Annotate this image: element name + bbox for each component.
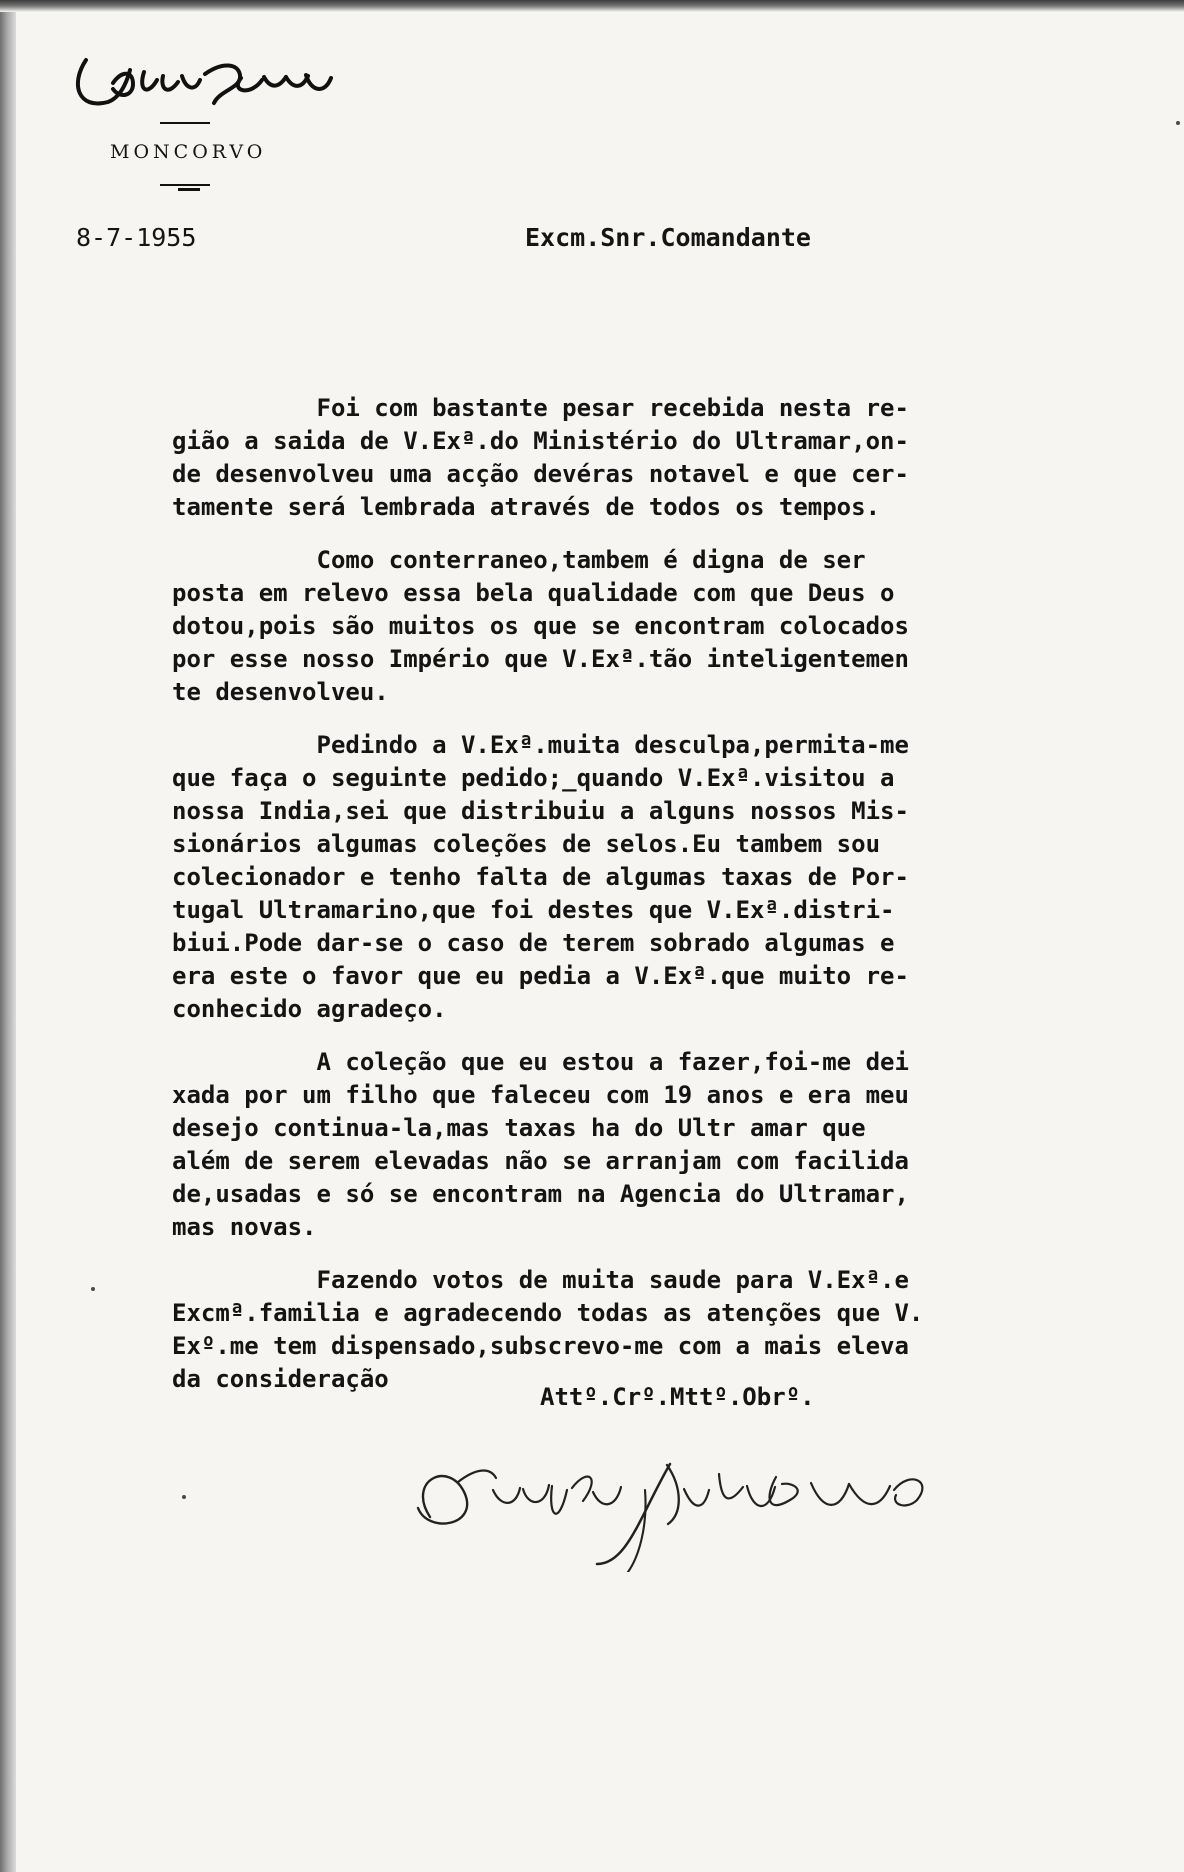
body-line: dotou,pois são muitos os que se encontram colocados bbox=[172, 612, 909, 640]
scan-edge-top bbox=[0, 0, 1184, 12]
body-line: de desenvolveu uma acção devéras notavel e que cer- bbox=[172, 460, 909, 488]
body-line: xada por um filho que faleceu com 19 anos e era meu bbox=[172, 1081, 909, 1109]
letterhead-rule-bottom bbox=[160, 184, 210, 186]
body-line: conhecido agradeço. bbox=[172, 995, 447, 1023]
letter-date: 8-7-1955 bbox=[76, 223, 197, 252]
letterhead-rule-accent bbox=[178, 188, 200, 191]
body-line: A coleção que eu estou a fazer,foi-me dei bbox=[172, 1048, 909, 1076]
body-line: Pedindo a V.Exª.muita desculpa,permita-me bbox=[172, 731, 909, 759]
paper-speck bbox=[1176, 121, 1180, 125]
letterhead-signature-logo bbox=[60, 40, 360, 140]
paragraph-5 bbox=[172, 1264, 1182, 1396]
letterhead bbox=[60, 40, 320, 200]
body-line: era este o favor que eu pedia a V.Exª.que muito re- bbox=[172, 962, 909, 990]
paper-speck bbox=[91, 1287, 95, 1291]
paragraph-4 bbox=[172, 1046, 1182, 1244]
body-line: por esse nosso Império que V.Exª.tão inteligentemen bbox=[172, 645, 909, 673]
paragraph-2 bbox=[172, 544, 1182, 709]
scan-edge-left bbox=[0, 0, 16, 1872]
body-line: que faça o seguinte pedido;_quando V.Exª.visitou a bbox=[172, 764, 895, 792]
letterhead-town: MONCORVO bbox=[110, 141, 267, 163]
body-line: desejo continua-la,mas taxas ha do Ultr amar que bbox=[172, 1114, 866, 1142]
closing-formula: Attº.Crº.Mttº.Obrº. bbox=[540, 1383, 815, 1411]
body-line: mas novas. bbox=[172, 1213, 317, 1241]
letter-salutation: Excm.Snr.Comandante bbox=[525, 223, 811, 252]
body-line: Exº.me tem dispensado,subscrevo-me com a mais eleva bbox=[172, 1332, 909, 1360]
body-line: Excmª.familia e agradecendo todas as atenções que V. bbox=[172, 1299, 924, 1327]
body-line: gião a saida de V.Exª.do Ministério do Ultramar,on- bbox=[172, 427, 909, 455]
body-line: tugal Ultramarino,que foi destes que V.Exª.distri- bbox=[172, 896, 895, 924]
body-line: colecionador e tenho falta de algumas taxas de Por- bbox=[172, 863, 909, 891]
body-line: de,usadas e só se encontram na Agencia do Ultramar, bbox=[172, 1180, 909, 1208]
body-line: biui.Pode dar-se o caso de terem sobrado algumas e bbox=[172, 929, 895, 957]
body-line: da consideração bbox=[172, 1365, 389, 1393]
body-line: Foi com bastante pesar recebida nesta re- bbox=[172, 394, 909, 422]
paragraph-3 bbox=[172, 729, 1182, 1026]
body-line: sionários algumas coleções de selos.Eu tambem sou bbox=[172, 830, 881, 858]
body-line: tamente será lembrada através de todos os tempos. bbox=[172, 493, 881, 521]
letterhead-rule-top bbox=[160, 122, 210, 124]
letter-body bbox=[172, 392, 1182, 1416]
body-line: além de serem elevadas não se arranjam com facilida bbox=[172, 1147, 909, 1175]
paper-speck bbox=[182, 1495, 186, 1499]
body-line: posta em relevo essa bela qualidade com que Deus o bbox=[172, 579, 895, 607]
handwritten-signature bbox=[402, 1452, 1052, 1572]
body-line: Fazendo votos de muita saude para V.Exª.e bbox=[172, 1266, 909, 1294]
body-line: nossa India,sei que distribuiu a alguns nossos Mis- bbox=[172, 797, 909, 825]
body-line: te desenvolveu. bbox=[172, 678, 389, 706]
body-line: Como conterraneo,tambem é digna de ser bbox=[172, 546, 866, 574]
paragraph-1 bbox=[172, 392, 1182, 524]
